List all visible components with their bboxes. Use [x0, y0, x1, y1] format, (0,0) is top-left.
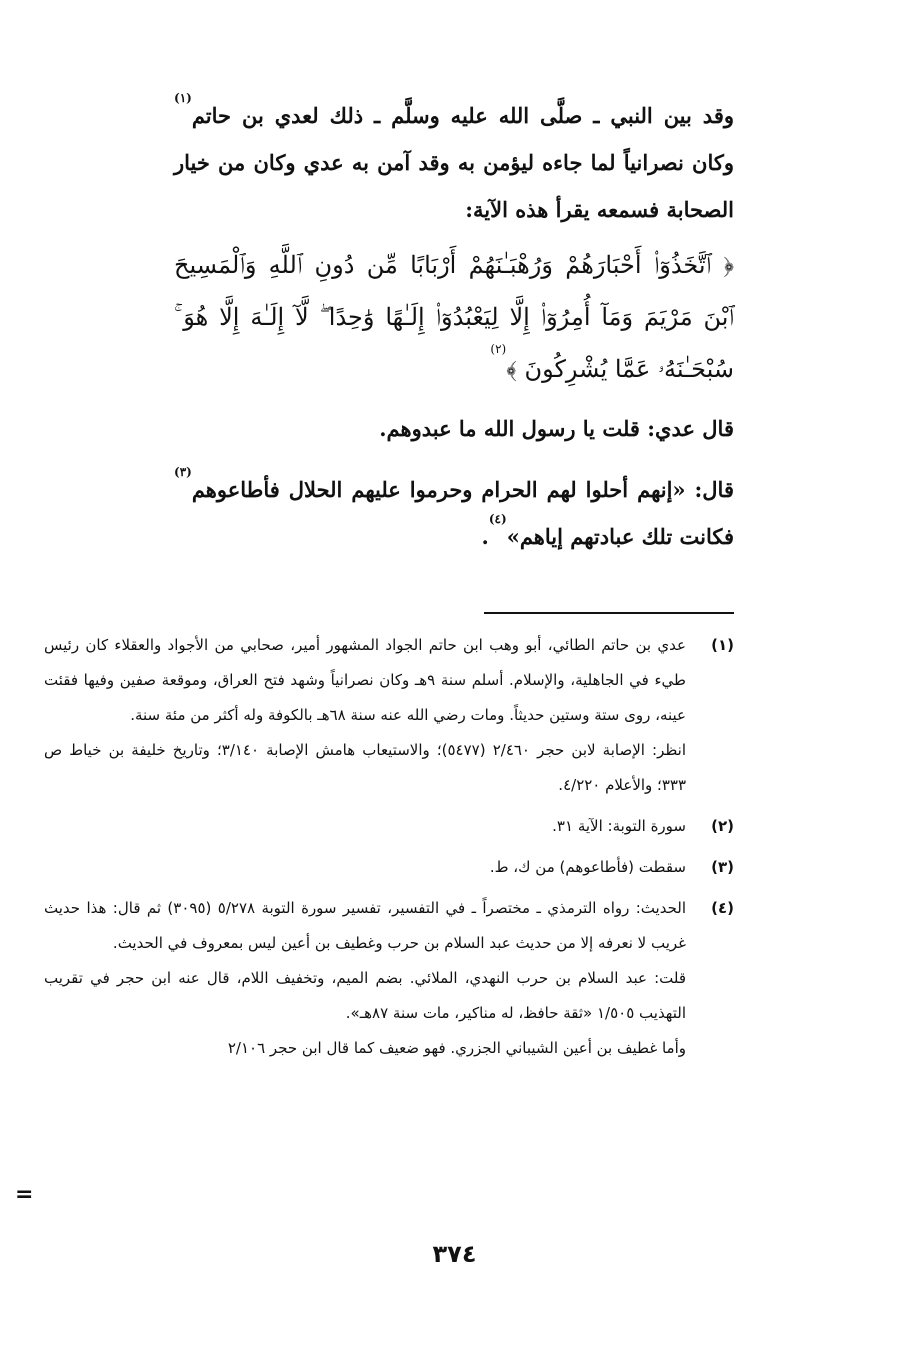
- para3-text: قال: «إنهم أحلوا لهم الحرام وحرموا عليهم الحلال فأطاعوهم: [191, 477, 734, 502]
- footnote-4: [44, 891, 734, 1066]
- footnote-number: (١): [711, 636, 734, 654]
- footnote-text: سقطت (فأطاعوهم) من ك، ط.: [489, 858, 686, 876]
- footnotes: [44, 628, 734, 1072]
- quran-verse: [174, 239, 734, 395]
- footnote-text: عدي بن حاتم الطائي، أبو وهب ابن حاتم الجواد المشهور أمير، صحابي من الأجواد والعقلاء كان رئيس طيء في الجاهلية، والإسلام. أسلم سنة ٩هـ وكان نصرانياً وشهد فتح العراق، وموقعة صفين وفيها فقئت عينه، روى ستة وستين حديثاً. ومات رضي الله عنه سنة ٦٨هـ بالكوفة وله أكثر من مئة سنة.: [44, 636, 686, 724]
- footnote-text: انظر: الإصابة لابن حجر ٢/٤٦٠ (٥٤٧٧)؛ والاستيعاب هامش الإصابة ٣/١٤٠؛ وتاريخ خليفة بن خياط ص ٣٣٣؛ والأعلام ٤/٢٢٠.: [44, 741, 687, 794]
- page-number: ٣٧٤: [432, 1240, 477, 1268]
- para1-continuation: وكان نصرانياً لما جاءه ليؤمن به وقد آمن به عدي وكان من خيار الصحابة فسمعه يقرأ هذه الآية:: [174, 150, 734, 222]
- continuation-mark: =: [15, 1182, 34, 1207]
- footnote-ref-3: (٣): [174, 465, 192, 479]
- footnote-2: [44, 809, 734, 844]
- footnote-number: (٤): [711, 899, 734, 917]
- paragraph-1: [174, 92, 734, 233]
- footnote-ref-4: (٤): [488, 512, 507, 526]
- footnote-ref-2: (٢): [490, 342, 507, 356]
- footnote-text: وأما غطيف بن أعين الشيباني الجزري. فهو ضعيف كما قال ابن حجر ٢/١٠٦: [227, 1039, 686, 1057]
- footnote-number: (٢): [711, 817, 734, 835]
- paragraph-3: قال: «إنهم أحلوا لهم الحرام وحرموا عليهم الحلال فأطاعوهم$^{(٣)}$ فكانت تلك عبادتهم إياهم»$^{(٤)}$.: [174, 465, 734, 549]
- footnote-text: سورة التوبة: الآية ٣١.: [552, 817, 686, 835]
- footnote-3: [44, 850, 734, 885]
- main-text: [174, 92, 734, 560]
- footnote-ref-1: (١): [174, 91, 192, 105]
- footnote-text: قلت: عبد السلام بن حرب النهدي، الملائي. بضم الميم، وتخفيف اللام، قال عنه ابن حجر في تقريب التهذيب ١/٥٠٥ «ثقة حافظ، له مناكير، مات سنة ٨٧هـ».: [44, 969, 686, 1022]
- footnote-1: [44, 628, 734, 803]
- footnote-text: الحديث: رواه الترمذي ـ مختصراً ـ في التفسير، تفسير سورة التوبة ٥/٢٧٨ (٣٠٩٥) ثم قال: هذا حديث غريب لا نعرفه إلا من حديث عبد السلام بن حرب وغطيف بن أعين ليس بمعروف في الحديث.: [44, 899, 686, 952]
- verse-text: ﴿ ٱتَّخَذُوٓا۟ أَحْبَارَهُمْ وَرُهْبَـٰنَهُمْ أَرْبَابًا مِّن دُونِ ٱللَّهِ وَٱلْمَسِيحَ ٱبْنَ مَرْيَمَ وَمَآ أُمِرُوٓا۟ إِلَّا لِيَعْبُدُوٓا۟ إِلَـٰهًا وَٰحِدًا ۖ لَّآ إِلَـٰهَ إِلَّا هُوَ ۚ سُبْحَـٰنَهُۥ عَمَّا يُشْرِكُونَ ﴾: [174, 251, 734, 383]
- para1-text: وقد بين النبي ـ صلَّى الله عليه وسلَّم ـ ذلك لعدي بن حاتم: [191, 103, 734, 128]
- para3-continuation: فكانت تلك عبادتهم إياهم»: [506, 524, 734, 549]
- footnote-separator: [484, 612, 734, 614]
- paragraph-2: قال عدي: قلت يا رسول الله ما عبدوهم.: [379, 416, 734, 441]
- footnote-number: (٣): [711, 858, 734, 876]
